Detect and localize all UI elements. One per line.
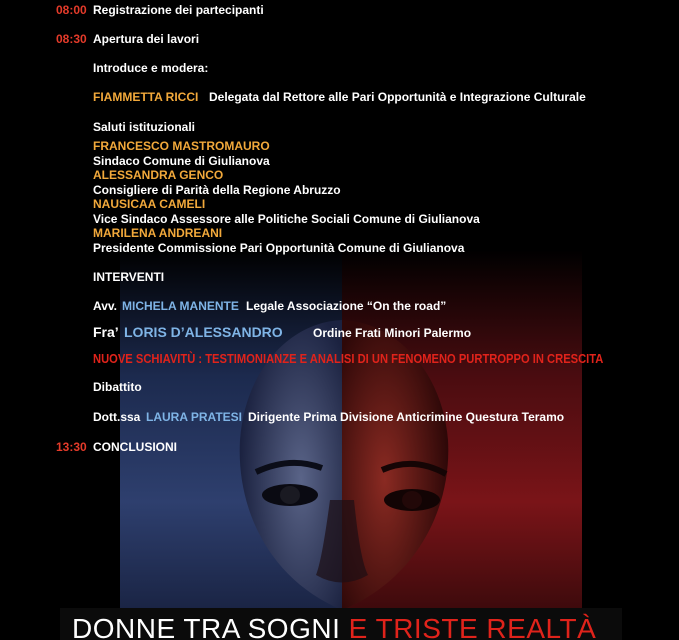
interventi-label: INTERVENTI xyxy=(93,270,165,284)
banner-title xyxy=(72,614,612,640)
speaker1-role: Legale Associazione “On the road” xyxy=(246,299,447,313)
saluti-role-2: Consigliere di Parità della Regione Abruzzo xyxy=(93,183,341,197)
speaker1-name: MICHELA MANENTE xyxy=(122,299,239,313)
saluti-name-3: NAUSICAA CAMELI xyxy=(93,197,206,211)
registration-text: Registrazione dei partecipanti xyxy=(93,3,264,17)
banner-title-part1: DONNE TRA SOGNI xyxy=(72,613,341,640)
saluti-name-1: FRANCESCO MASTROMAURO xyxy=(93,139,270,153)
saluti-name-2: ALESSANDRA GENCO xyxy=(93,168,224,182)
speaker2-name: LORIS D’ALESSANDRO xyxy=(124,324,283,340)
speaker3-name: LAURA PRATESI xyxy=(146,410,242,424)
moderator-role: Delegata dal Rettore alle Pari Opportunità e Integrazione Culturale xyxy=(209,90,586,104)
saluti-role-4: Presidente Commissione Pari Opportunità Comune di Giulianova xyxy=(93,241,465,255)
speaker2-prefix: Fra’ xyxy=(93,324,119,340)
time-0830: 08:30 xyxy=(56,32,87,46)
saluti-name-4: MARILENA ANDREANI xyxy=(93,226,223,240)
saluti-role-3: Vice Sindaco Assessore alle Politiche Sociali Comune di Giulianova xyxy=(93,212,480,226)
moderator-name: FIAMMETTA RICCI xyxy=(93,90,199,104)
time-1330: 13:30 xyxy=(56,440,87,454)
speaker3-prefix: Dott.ssa xyxy=(93,410,141,424)
speaker3-role: Dirigente Prima Divisione Anticrimine Questura Teramo xyxy=(248,410,565,424)
introduce-label: Introduce e modera: xyxy=(93,61,209,75)
saluti-label: Saluti istituzionali xyxy=(93,120,196,134)
speaker2-talk-title: NUOVE SCHIAVITÙ : TESTIMONIANZE E ANALISI DI UN FENOMENO PURTROPPO IN CRESCITA xyxy=(93,351,604,366)
conclusioni-text: CONCLUSIONI xyxy=(93,440,177,454)
time-0800: 08:00 xyxy=(56,3,87,17)
opening-text: Apertura dei lavori xyxy=(93,32,200,46)
speaker2-role: Ordine Frati Minori Palermo xyxy=(313,326,472,340)
dibattito-label: Dibattito xyxy=(93,380,142,394)
saluti-role-1: Sindaco Comune di Giulianova xyxy=(93,154,270,168)
speaker1-prefix: Avv. xyxy=(93,299,118,313)
banner-title-part2: E TRISTE REALTÀ xyxy=(348,613,597,640)
